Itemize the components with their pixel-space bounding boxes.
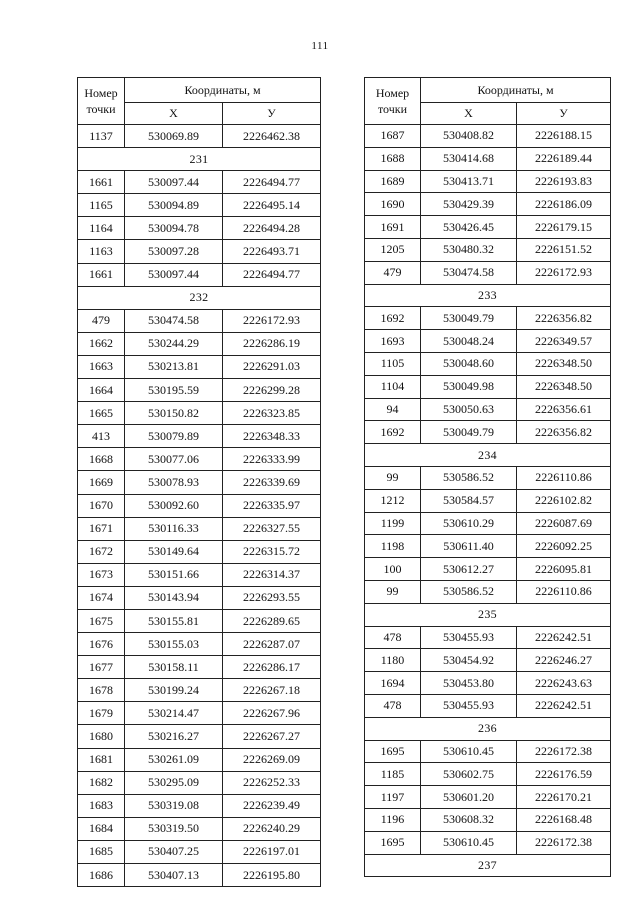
y-coordinate-cell: 2226348.50 xyxy=(517,352,611,375)
table-row xyxy=(365,808,611,831)
x-coordinate-cell: 530429.39 xyxy=(421,193,517,216)
x-coordinate-cell: 530094.89 xyxy=(125,194,223,217)
x-coordinate-cell: 530610.29 xyxy=(421,512,517,535)
y-coordinate-cell: 2226110.86 xyxy=(517,466,611,489)
x-coordinate-cell: 530426.45 xyxy=(421,216,517,239)
y-coordinate-cell: 2226291.03 xyxy=(223,355,321,378)
table-row xyxy=(365,580,611,603)
x-coordinate-cell: 530455.93 xyxy=(421,694,517,717)
point-number-cell: 1692 xyxy=(365,421,421,444)
point-number-cell: 1199 xyxy=(365,512,421,535)
table-row xyxy=(365,193,611,216)
table-row xyxy=(365,649,611,672)
point-number-cell: 1691 xyxy=(365,216,421,239)
point-number-cell: 1137 xyxy=(78,125,125,148)
y-coordinate-cell: 2226267.27 xyxy=(223,725,321,748)
point-number-cell: 1185 xyxy=(365,763,421,786)
y-coordinate-cell: 2226172.93 xyxy=(223,309,321,332)
y-coordinate-cell: 2226299.28 xyxy=(223,379,321,402)
point-number-header-line2: точки xyxy=(377,102,408,116)
y-coordinate-cell: 2226246.27 xyxy=(517,649,611,672)
y-coordinate-cell: 2226462.38 xyxy=(223,125,321,148)
y-coordinate-cell: 2226197.01 xyxy=(223,840,321,863)
table-row xyxy=(78,263,321,286)
section-row xyxy=(78,286,321,309)
x-coordinate-cell: 530586.52 xyxy=(421,580,517,603)
point-number-cell: 99 xyxy=(365,466,421,489)
y-coordinate-cell: 2226335.97 xyxy=(223,494,321,517)
point-number-cell: 1661 xyxy=(78,263,125,286)
coordinates-table-right xyxy=(364,77,611,877)
y-coordinate-cell: 2226252.33 xyxy=(223,771,321,794)
table-row xyxy=(365,170,611,193)
point-number-cell: 413 xyxy=(78,425,125,448)
x-coordinate-cell: 530050.63 xyxy=(421,398,517,421)
point-number-cell: 1684 xyxy=(78,817,125,840)
table-row xyxy=(365,489,611,512)
table-row xyxy=(365,535,611,558)
point-number-cell: 1688 xyxy=(365,147,421,170)
x-coordinate-cell: 530213.81 xyxy=(125,355,223,378)
y-coordinate-cell: 2226242.51 xyxy=(517,626,611,649)
point-number-cell: 1196 xyxy=(365,808,421,831)
y-coordinate-cell: 2226193.83 xyxy=(517,170,611,193)
point-number-cell: 479 xyxy=(78,309,125,332)
point-number-cell: 1681 xyxy=(78,748,125,771)
point-number-cell: 1683 xyxy=(78,794,125,817)
point-number-cell: 94 xyxy=(365,398,421,421)
x-coordinate-cell: 530150.82 xyxy=(125,402,223,425)
table-row xyxy=(78,586,321,609)
x-coordinate-cell: 530408.82 xyxy=(421,125,517,148)
table-row xyxy=(78,609,321,632)
y-coordinate-cell: 2226267.96 xyxy=(223,702,321,725)
y-coordinate-cell: 2226240.29 xyxy=(223,817,321,840)
point-number-cell: 1165 xyxy=(78,194,125,217)
point-number-cell: 1695 xyxy=(365,740,421,763)
x-coordinate-cell: 530097.28 xyxy=(125,240,223,263)
x-column-header: Х xyxy=(421,103,517,125)
point-number-cell: 479 xyxy=(365,261,421,284)
x-coordinate-cell: 530049.79 xyxy=(421,307,517,330)
table-row xyxy=(365,512,611,535)
point-number-cell: 1677 xyxy=(78,656,125,679)
point-number-cell: 1671 xyxy=(78,517,125,540)
point-number-cell: 1680 xyxy=(78,725,125,748)
point-number-cell: 1669 xyxy=(78,471,125,494)
table-row xyxy=(365,330,611,353)
point-number-cell: 1693 xyxy=(365,330,421,353)
y-coordinate-cell: 2226176.59 xyxy=(517,763,611,786)
point-number-cell: 1679 xyxy=(78,702,125,725)
table-row xyxy=(365,238,611,261)
y-coordinate-cell: 2226110.86 xyxy=(517,580,611,603)
table-row xyxy=(78,794,321,817)
x-coordinate-cell: 530413.71 xyxy=(421,170,517,193)
x-coordinate-cell: 530601.20 xyxy=(421,786,517,809)
section-number: 231 xyxy=(78,148,321,171)
point-number-cell: 1665 xyxy=(78,402,125,425)
table-row xyxy=(78,725,321,748)
y-coordinate-cell: 2226179.15 xyxy=(517,216,611,239)
y-coordinate-cell: 2226356.82 xyxy=(517,307,611,330)
table-row xyxy=(365,421,611,444)
table-row xyxy=(78,494,321,517)
table-row xyxy=(365,261,611,284)
section-row xyxy=(365,444,611,467)
x-coordinate-cell: 530143.94 xyxy=(125,586,223,609)
section-row xyxy=(365,603,611,626)
table-row xyxy=(365,672,611,695)
x-coordinate-cell: 530151.66 xyxy=(125,563,223,586)
table-row xyxy=(78,309,321,332)
table-row xyxy=(78,471,321,494)
x-coordinate-cell: 530158.11 xyxy=(125,656,223,679)
table-row xyxy=(78,171,321,194)
point-number-cell: 1661 xyxy=(78,171,125,194)
table-row xyxy=(78,194,321,217)
point-number-cell: 1205 xyxy=(365,238,421,261)
x-coordinate-cell: 530149.64 xyxy=(125,540,223,563)
x-coordinate-cell: 530453.80 xyxy=(421,672,517,695)
point-number-cell: 1180 xyxy=(365,649,421,672)
x-coordinate-cell: 530608.32 xyxy=(421,808,517,831)
x-coordinate-cell: 530092.60 xyxy=(125,494,223,517)
section-number: 232 xyxy=(78,286,321,309)
x-coordinate-cell: 530586.52 xyxy=(421,466,517,489)
table-row xyxy=(78,517,321,540)
x-coordinate-cell: 530097.44 xyxy=(125,171,223,194)
x-coordinate-cell: 530474.58 xyxy=(125,309,223,332)
x-coordinate-cell: 530214.47 xyxy=(125,702,223,725)
y-coordinate-cell: 2226172.38 xyxy=(517,740,611,763)
x-coordinate-cell: 530077.06 xyxy=(125,448,223,471)
x-coordinate-cell: 530195.59 xyxy=(125,379,223,402)
y-coordinate-cell: 2226356.82 xyxy=(517,421,611,444)
y-coordinate-cell: 2226323.85 xyxy=(223,402,321,425)
table-row xyxy=(78,332,321,355)
section-row xyxy=(365,854,611,877)
y-coordinate-cell: 2226239.49 xyxy=(223,794,321,817)
x-coordinate-cell: 530078.93 xyxy=(125,471,223,494)
x-coordinate-cell: 530116.33 xyxy=(125,517,223,540)
x-coordinate-cell: 530155.03 xyxy=(125,633,223,656)
point-number-header-line1: Номер xyxy=(375,86,410,100)
table-row xyxy=(78,702,321,725)
point-number-cell: 100 xyxy=(365,558,421,581)
point-number-cell: 1105 xyxy=(365,352,421,375)
x-coordinate-cell: 530455.93 xyxy=(421,626,517,649)
point-number-cell: 1678 xyxy=(78,679,125,702)
point-number-cell: 1676 xyxy=(78,633,125,656)
x-coordinate-cell: 530049.79 xyxy=(421,421,517,444)
x-coordinate-cell: 530612.27 xyxy=(421,558,517,581)
point-number-cell: 1212 xyxy=(365,489,421,512)
table-row xyxy=(365,558,611,581)
x-coordinate-cell: 530216.27 xyxy=(125,725,223,748)
table-row xyxy=(365,375,611,398)
point-number-cell: 1692 xyxy=(365,307,421,330)
section-row xyxy=(78,148,321,171)
y-coordinate-cell: 2226349.57 xyxy=(517,330,611,353)
point-number-cell: 99 xyxy=(365,580,421,603)
y-coordinate-cell: 2226493.71 xyxy=(223,240,321,263)
y-coordinate-cell: 2226243.63 xyxy=(517,672,611,695)
coordinates-header: Координаты, м xyxy=(421,78,611,103)
table-row xyxy=(78,240,321,263)
x-coordinate-cell: 530244.29 xyxy=(125,332,223,355)
table-row xyxy=(78,817,321,840)
point-number-header xyxy=(365,78,421,125)
x-coordinate-cell: 530048.60 xyxy=(421,352,517,375)
table-row xyxy=(78,125,321,148)
point-number-cell: 1672 xyxy=(78,540,125,563)
y-coordinate-cell: 2226168.48 xyxy=(517,808,611,831)
x-coordinate-cell: 530407.25 xyxy=(125,840,223,863)
y-coordinate-cell: 2226242.51 xyxy=(517,694,611,717)
section-number: 233 xyxy=(365,284,611,307)
x-coordinate-cell: 530155.81 xyxy=(125,609,223,632)
section-row xyxy=(365,717,611,740)
coordinates-table-left xyxy=(77,77,321,887)
table-row xyxy=(78,840,321,863)
table-row xyxy=(78,448,321,471)
table-row xyxy=(78,402,321,425)
y-coordinate-cell: 2226494.77 xyxy=(223,263,321,286)
x-coordinate-cell: 530319.08 xyxy=(125,794,223,817)
point-number-cell: 478 xyxy=(365,694,421,717)
y-coordinate-cell: 2226333.99 xyxy=(223,448,321,471)
right-table-body xyxy=(365,125,611,877)
page-number: 111 xyxy=(311,40,329,52)
x-coordinate-cell: 530584.57 xyxy=(421,489,517,512)
y-coordinate-cell: 2226267.18 xyxy=(223,679,321,702)
x-coordinate-cell: 530295.09 xyxy=(125,771,223,794)
x-coordinate-cell: 530610.45 xyxy=(421,740,517,763)
point-number-cell: 1104 xyxy=(365,375,421,398)
y-coordinate-cell: 2226188.15 xyxy=(517,125,611,148)
y-coordinate-cell: 2226293.55 xyxy=(223,586,321,609)
section-number: 235 xyxy=(365,603,611,626)
x-coordinate-cell: 530199.24 xyxy=(125,679,223,702)
table-row xyxy=(78,540,321,563)
y-coordinate-cell: 2226151.52 xyxy=(517,238,611,261)
y-coordinate-cell: 2226289.65 xyxy=(223,609,321,632)
x-coordinate-cell: 530079.89 xyxy=(125,425,223,448)
y-coordinate-cell: 2226348.33 xyxy=(223,425,321,448)
x-coordinate-cell: 530414.68 xyxy=(421,147,517,170)
point-number-header xyxy=(78,78,125,125)
table-row xyxy=(365,786,611,809)
y-coordinate-cell: 2226186.09 xyxy=(517,193,611,216)
table-row xyxy=(365,694,611,717)
y-coordinate-cell: 2226356.61 xyxy=(517,398,611,421)
y-coordinate-cell: 2226286.19 xyxy=(223,332,321,355)
x-coordinate-cell: 530611.40 xyxy=(421,535,517,558)
section-number: 236 xyxy=(365,717,611,740)
y-coordinate-cell: 2226195.80 xyxy=(223,864,321,887)
x-coordinate-cell: 530261.09 xyxy=(125,748,223,771)
section-number: 237 xyxy=(365,854,611,877)
section-row xyxy=(365,284,611,307)
table-row xyxy=(78,355,321,378)
table-row xyxy=(365,147,611,170)
y-coordinate-cell: 2226172.93 xyxy=(517,261,611,284)
x-column-header: Х xyxy=(125,103,223,125)
point-number-cell: 1685 xyxy=(78,840,125,863)
point-number-cell: 1694 xyxy=(365,672,421,695)
table-row xyxy=(365,352,611,375)
table-row xyxy=(78,864,321,887)
y-coordinate-cell: 2226339.69 xyxy=(223,471,321,494)
y-coordinate-cell: 2226494.28 xyxy=(223,217,321,240)
point-number-cell: 1662 xyxy=(78,332,125,355)
point-number-cell: 1663 xyxy=(78,355,125,378)
table-row xyxy=(365,125,611,148)
table-row xyxy=(365,398,611,421)
x-coordinate-cell: 530319.50 xyxy=(125,817,223,840)
table-row xyxy=(78,217,321,240)
x-coordinate-cell: 530480.32 xyxy=(421,238,517,261)
table-row xyxy=(78,425,321,448)
point-number-cell: 1695 xyxy=(365,831,421,854)
y-coordinate-cell: 2226170.21 xyxy=(517,786,611,809)
point-number-header-line1: Номер xyxy=(84,86,118,100)
table-row xyxy=(78,771,321,794)
table-row xyxy=(78,633,321,656)
point-number-cell: 1675 xyxy=(78,609,125,632)
y-column-header: У xyxy=(223,103,321,125)
point-number-cell: 478 xyxy=(365,626,421,649)
table-row xyxy=(78,563,321,586)
x-coordinate-cell: 530069.89 xyxy=(125,125,223,148)
x-coordinate-cell: 530094.78 xyxy=(125,217,223,240)
x-coordinate-cell: 530474.58 xyxy=(421,261,517,284)
y-column-header: У xyxy=(517,103,611,125)
left-table-body xyxy=(78,125,321,887)
y-coordinate-cell: 2226315.72 xyxy=(223,540,321,563)
table-row xyxy=(365,763,611,786)
x-coordinate-cell: 530454.92 xyxy=(421,649,517,672)
y-coordinate-cell: 2226087.69 xyxy=(517,512,611,535)
section-number: 234 xyxy=(365,444,611,467)
y-coordinate-cell: 2226287.07 xyxy=(223,633,321,656)
table-row xyxy=(78,379,321,402)
point-number-cell: 1682 xyxy=(78,771,125,794)
table-row xyxy=(78,656,321,679)
point-number-cell: 1163 xyxy=(78,240,125,263)
y-coordinate-cell: 2226348.50 xyxy=(517,375,611,398)
table-row xyxy=(365,466,611,489)
x-coordinate-cell: 530049.98 xyxy=(421,375,517,398)
y-coordinate-cell: 2226494.77 xyxy=(223,171,321,194)
x-coordinate-cell: 530610.45 xyxy=(421,831,517,854)
point-number-header-line2: точки xyxy=(86,102,116,116)
y-coordinate-cell: 2226286.17 xyxy=(223,656,321,679)
table-row xyxy=(365,831,611,854)
table-row xyxy=(365,740,611,763)
point-number-cell: 1164 xyxy=(78,217,125,240)
point-number-cell: 1686 xyxy=(78,864,125,887)
y-coordinate-cell: 2226172.38 xyxy=(517,831,611,854)
x-coordinate-cell: 530602.75 xyxy=(421,763,517,786)
point-number-cell: 1664 xyxy=(78,379,125,402)
table-row xyxy=(365,307,611,330)
y-coordinate-cell: 2226269.09 xyxy=(223,748,321,771)
table-row xyxy=(78,679,321,702)
point-number-cell: 1673 xyxy=(78,563,125,586)
point-number-cell: 1689 xyxy=(365,170,421,193)
x-coordinate-cell: 530097.44 xyxy=(125,263,223,286)
point-number-cell: 1198 xyxy=(365,535,421,558)
y-coordinate-cell: 2226095.81 xyxy=(517,558,611,581)
table-row xyxy=(78,748,321,771)
point-number-cell: 1668 xyxy=(78,448,125,471)
point-number-cell: 1670 xyxy=(78,494,125,517)
y-coordinate-cell: 2226495.14 xyxy=(223,194,321,217)
point-number-cell: 1197 xyxy=(365,786,421,809)
point-number-cell: 1687 xyxy=(365,125,421,148)
y-coordinate-cell: 2226189.44 xyxy=(517,147,611,170)
coordinates-header: Координаты, м xyxy=(125,78,321,103)
table-row xyxy=(365,626,611,649)
y-coordinate-cell: 2226102.82 xyxy=(517,489,611,512)
y-coordinate-cell: 2226314.37 xyxy=(223,563,321,586)
point-number-cell: 1690 xyxy=(365,193,421,216)
table-row xyxy=(365,216,611,239)
y-coordinate-cell: 2226327.55 xyxy=(223,517,321,540)
point-number-cell: 1674 xyxy=(78,586,125,609)
y-coordinate-cell: 2226092.25 xyxy=(517,535,611,558)
x-coordinate-cell: 530407.13 xyxy=(125,864,223,887)
x-coordinate-cell: 530048.24 xyxy=(421,330,517,353)
